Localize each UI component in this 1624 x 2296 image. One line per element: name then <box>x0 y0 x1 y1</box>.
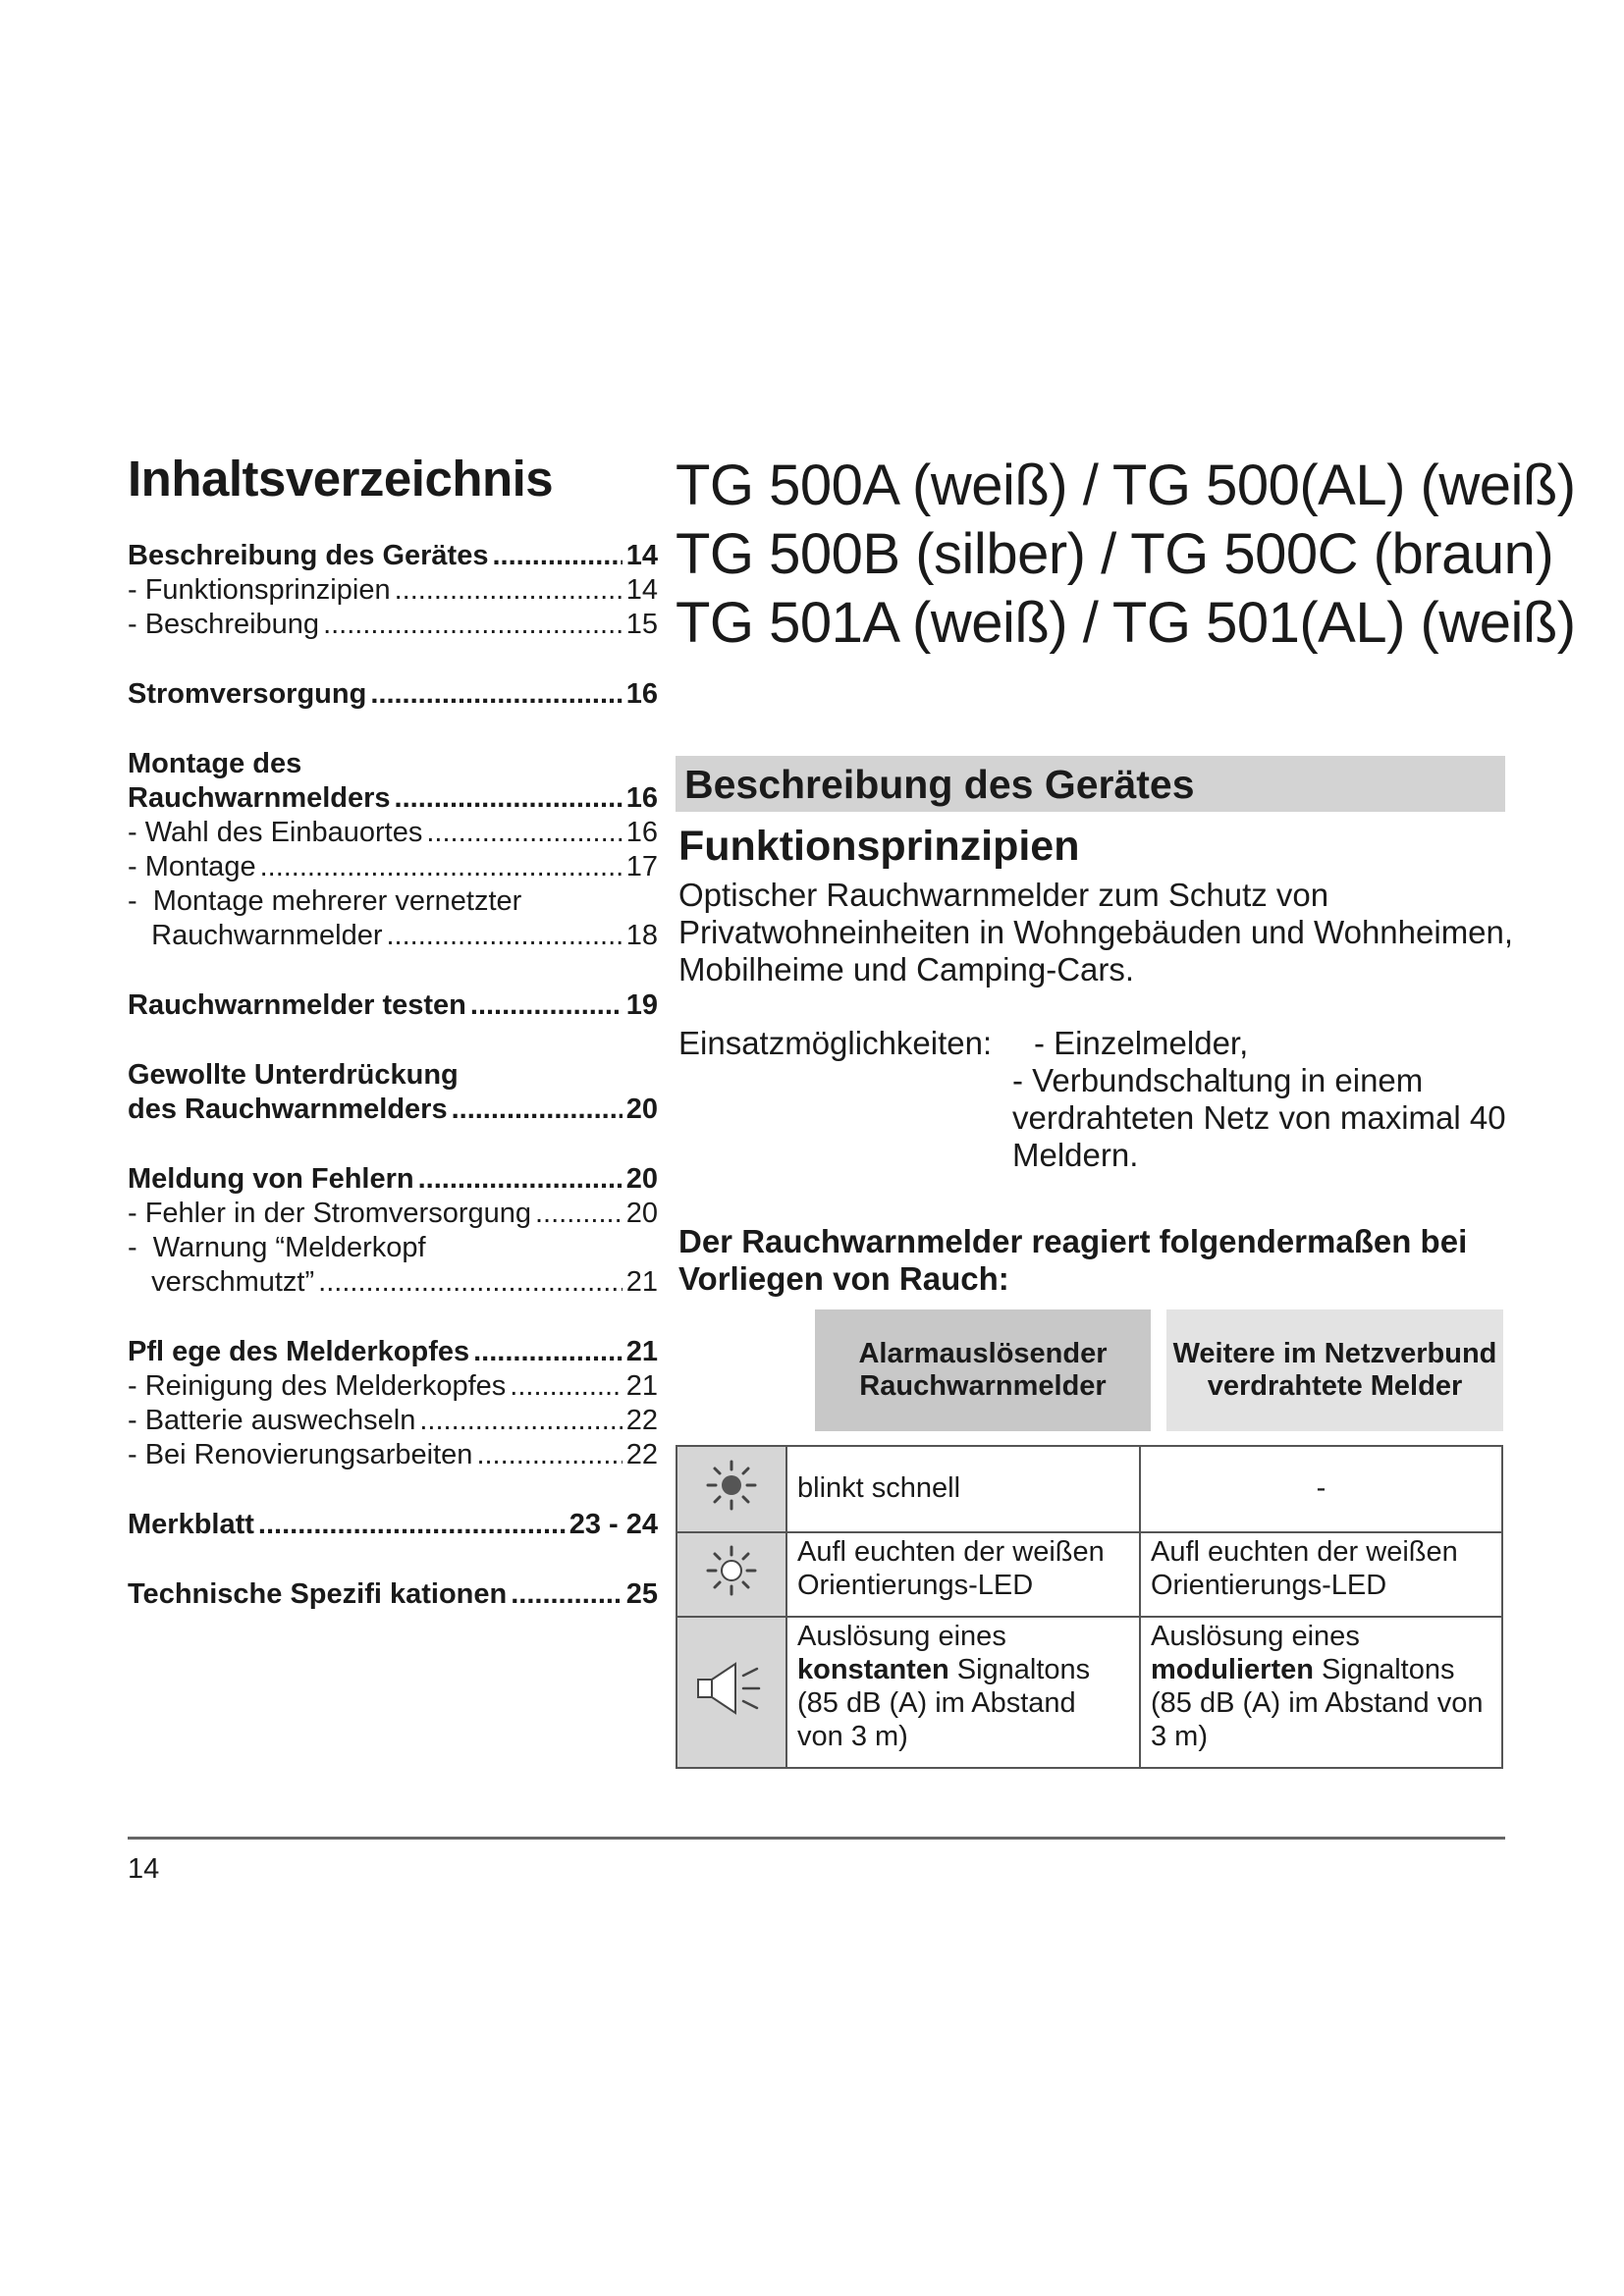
toc-title: Inhaltsverzeichnis <box>128 451 554 507</box>
table-cell: blinkt schnell <box>786 1446 1140 1532</box>
subsection-title: Funktionsprinzipien <box>678 823 1080 870</box>
table-cell <box>1140 1617 1502 1768</box>
toc-entry-page: 25 <box>625 1578 658 1610</box>
toc-entry-page: 18 <box>625 920 658 951</box>
icon-cell <box>677 1532 786 1617</box>
toc-entry-title: Merkblatt <box>128 1509 254 1540</box>
toc-entry <box>128 1335 658 1369</box>
toc-entry-page: 14 <box>625 574 658 606</box>
reaction-table <box>676 1445 1503 1769</box>
toc-entry <box>128 919 658 953</box>
toc-entry-title-line: Gewollte Unterdrückung <box>128 1059 459 1091</box>
intro-paragraph: Optischer Rauchwarnmelder zum Schutz von Privatwohneinheiten in Wohngebäuden und Wohnheimen, Mobilheime und Camping-Cars. <box>678 877 1514 988</box>
horn-icon <box>692 1654 771 1723</box>
toc-entry-title: Rauchwarnmelders <box>128 782 391 814</box>
toc-entry-title: - Beschreibung <box>128 609 320 640</box>
toc-entry-title: - Montage <box>128 851 256 882</box>
table-cell <box>786 1617 1140 1768</box>
table-of-contents <box>128 539 658 1612</box>
toc-entry-page: 14 <box>625 540 658 571</box>
model-line: TG 500A (weiß) / TG 500(AL) (weiß) <box>676 454 1576 517</box>
toc-entry <box>128 1197 658 1231</box>
table-cell: Aufl euchten der weißen Orientierungs-LED <box>786 1532 1140 1617</box>
toc-entry-title-line: - Warnung “Melderkopf <box>128 1232 426 1263</box>
toc-entry <box>128 1369 658 1404</box>
toc-entry-title: - Batterie auswechseln <box>128 1405 416 1436</box>
toc-entry-title: - Wahl des Einbauortes <box>128 817 423 848</box>
toc-entry-page: 21 <box>625 1336 658 1367</box>
toc-entry-page: 22 <box>625 1439 658 1470</box>
toc-entry <box>128 677 658 712</box>
toc-entry-title: Meldung von Fehlern <box>128 1163 414 1195</box>
use-item: - Einzelmelder, <box>1034 1025 1249 1061</box>
toc-entry-title: Technische Spezifi kationen <box>128 1578 508 1610</box>
cell-text: Auslösung eines <box>797 1621 1006 1652</box>
toc-entry-page: 21 <box>625 1266 658 1298</box>
column-header-alarm: Alarmauslösender Rauchwarnmelder <box>815 1309 1151 1431</box>
footer-rule <box>128 1837 1505 1840</box>
use-item: - Verbundschaltung in einem verdrahteten Netz von maximal 40 Meldern. <box>1012 1062 1506 1173</box>
toc-entry-title: Pfl ege des Melderkopfes <box>128 1336 470 1367</box>
toc-entry-title: verschmutzt” <box>128 1266 315 1298</box>
model-line: TG 501A (weiß) / TG 501(AL) (weiß) <box>676 591 1576 655</box>
toc-entry <box>128 988 658 1023</box>
toc-entry-title-line: - Montage mehrerer vernetzter <box>128 885 522 917</box>
toc-entry-title: - Bei Renovierungsarbeiten <box>128 1439 473 1470</box>
column-header-network: Weitere im Netzverbund verdrahtete Melder <box>1166 1309 1503 1431</box>
toc-entry <box>128 781 658 816</box>
toc-entry <box>128 1577 658 1612</box>
toc-entry-page: 21 <box>625 1370 658 1402</box>
page-number: 14 <box>128 1853 160 1885</box>
toc-entry-page: 15 <box>625 609 658 640</box>
toc-entry-page: 19 <box>625 989 658 1021</box>
table-row <box>677 1617 1502 1768</box>
toc-entry-page: 16 <box>625 817 658 848</box>
toc-entry-title: - Funktionsprinzipien <box>128 574 391 606</box>
section-title: Beschreibung des Gerätes <box>684 762 1195 807</box>
toc-entry <box>128 573 658 608</box>
toc-entry <box>128 539 658 573</box>
toc-entry-page: 16 <box>625 782 658 814</box>
table-row <box>677 1446 1502 1532</box>
toc-entry-title: Rauchwarnmelder <box>128 920 383 951</box>
toc-entry <box>128 1265 658 1300</box>
led-white-icon <box>702 1541 761 1600</box>
toc-entry <box>128 1162 658 1197</box>
model-line: TG 500B (silber) / TG 500C (braun) <box>676 522 1554 586</box>
table-cell: Aufl euchten der weißen Orientierungs-LED <box>1140 1532 1502 1617</box>
cell-text: Signaltons (85 dB (A) im Abstand von 3 m) <box>797 1654 1091 1752</box>
toc-entry <box>128 1093 658 1127</box>
cell-text-bold: konstanten <box>797 1654 949 1685</box>
toc-entry-title: - Fehler in der Stromversorgung <box>128 1198 531 1229</box>
cell-text-bold: modulierten <box>1151 1654 1314 1685</box>
toc-entry-title: Stromversorgung <box>128 678 367 710</box>
toc-entry-title: Beschreibung des Gerätes <box>128 540 489 571</box>
toc-entry-page: 20 <box>625 1198 658 1229</box>
table-row <box>677 1532 1502 1617</box>
toc-entry <box>128 1508 658 1542</box>
toc-entry-title-line: Montage des <box>128 748 302 779</box>
toc-entry <box>128 1438 658 1472</box>
table-cell: - <box>1140 1446 1502 1532</box>
cell-text: Auslösung eines <box>1151 1621 1360 1652</box>
toc-entry <box>128 850 658 884</box>
icon-cell <box>677 1446 786 1532</box>
toc-entry-title: des Rauchwarnmelders <box>128 1094 448 1125</box>
model-list <box>676 452 1576 658</box>
toc-entry <box>128 1404 658 1438</box>
toc-entry-page: 20 <box>625 1094 658 1125</box>
toc-entry-page: 23 - 24 <box>568 1509 658 1540</box>
toc-entry <box>128 608 658 642</box>
toc-entry-page: 22 <box>625 1405 658 1436</box>
icon-cell <box>677 1617 786 1768</box>
led-blinking-icon <box>702 1456 761 1515</box>
toc-entry-title: - Reinigung des Melderkopfes <box>128 1370 507 1402</box>
use-label: Einsatzmöglichkeiten: <box>678 1025 993 1061</box>
toc-entry-page: 20 <box>625 1163 658 1195</box>
toc-entry-title: Rauchwarnmelder testen <box>128 989 466 1021</box>
cell-text: Signaltons (85 dB (A) im Abstand von 3 m) <box>1151 1654 1484 1752</box>
toc-entry <box>128 816 658 850</box>
reaction-heading: Der Rauchwarnmelder reagiert folgendermaßen bei Vorliegen von Rauch: <box>678 1223 1468 1297</box>
toc-entry-page: 17 <box>625 851 658 882</box>
toc-entry-page: 16 <box>625 678 658 710</box>
